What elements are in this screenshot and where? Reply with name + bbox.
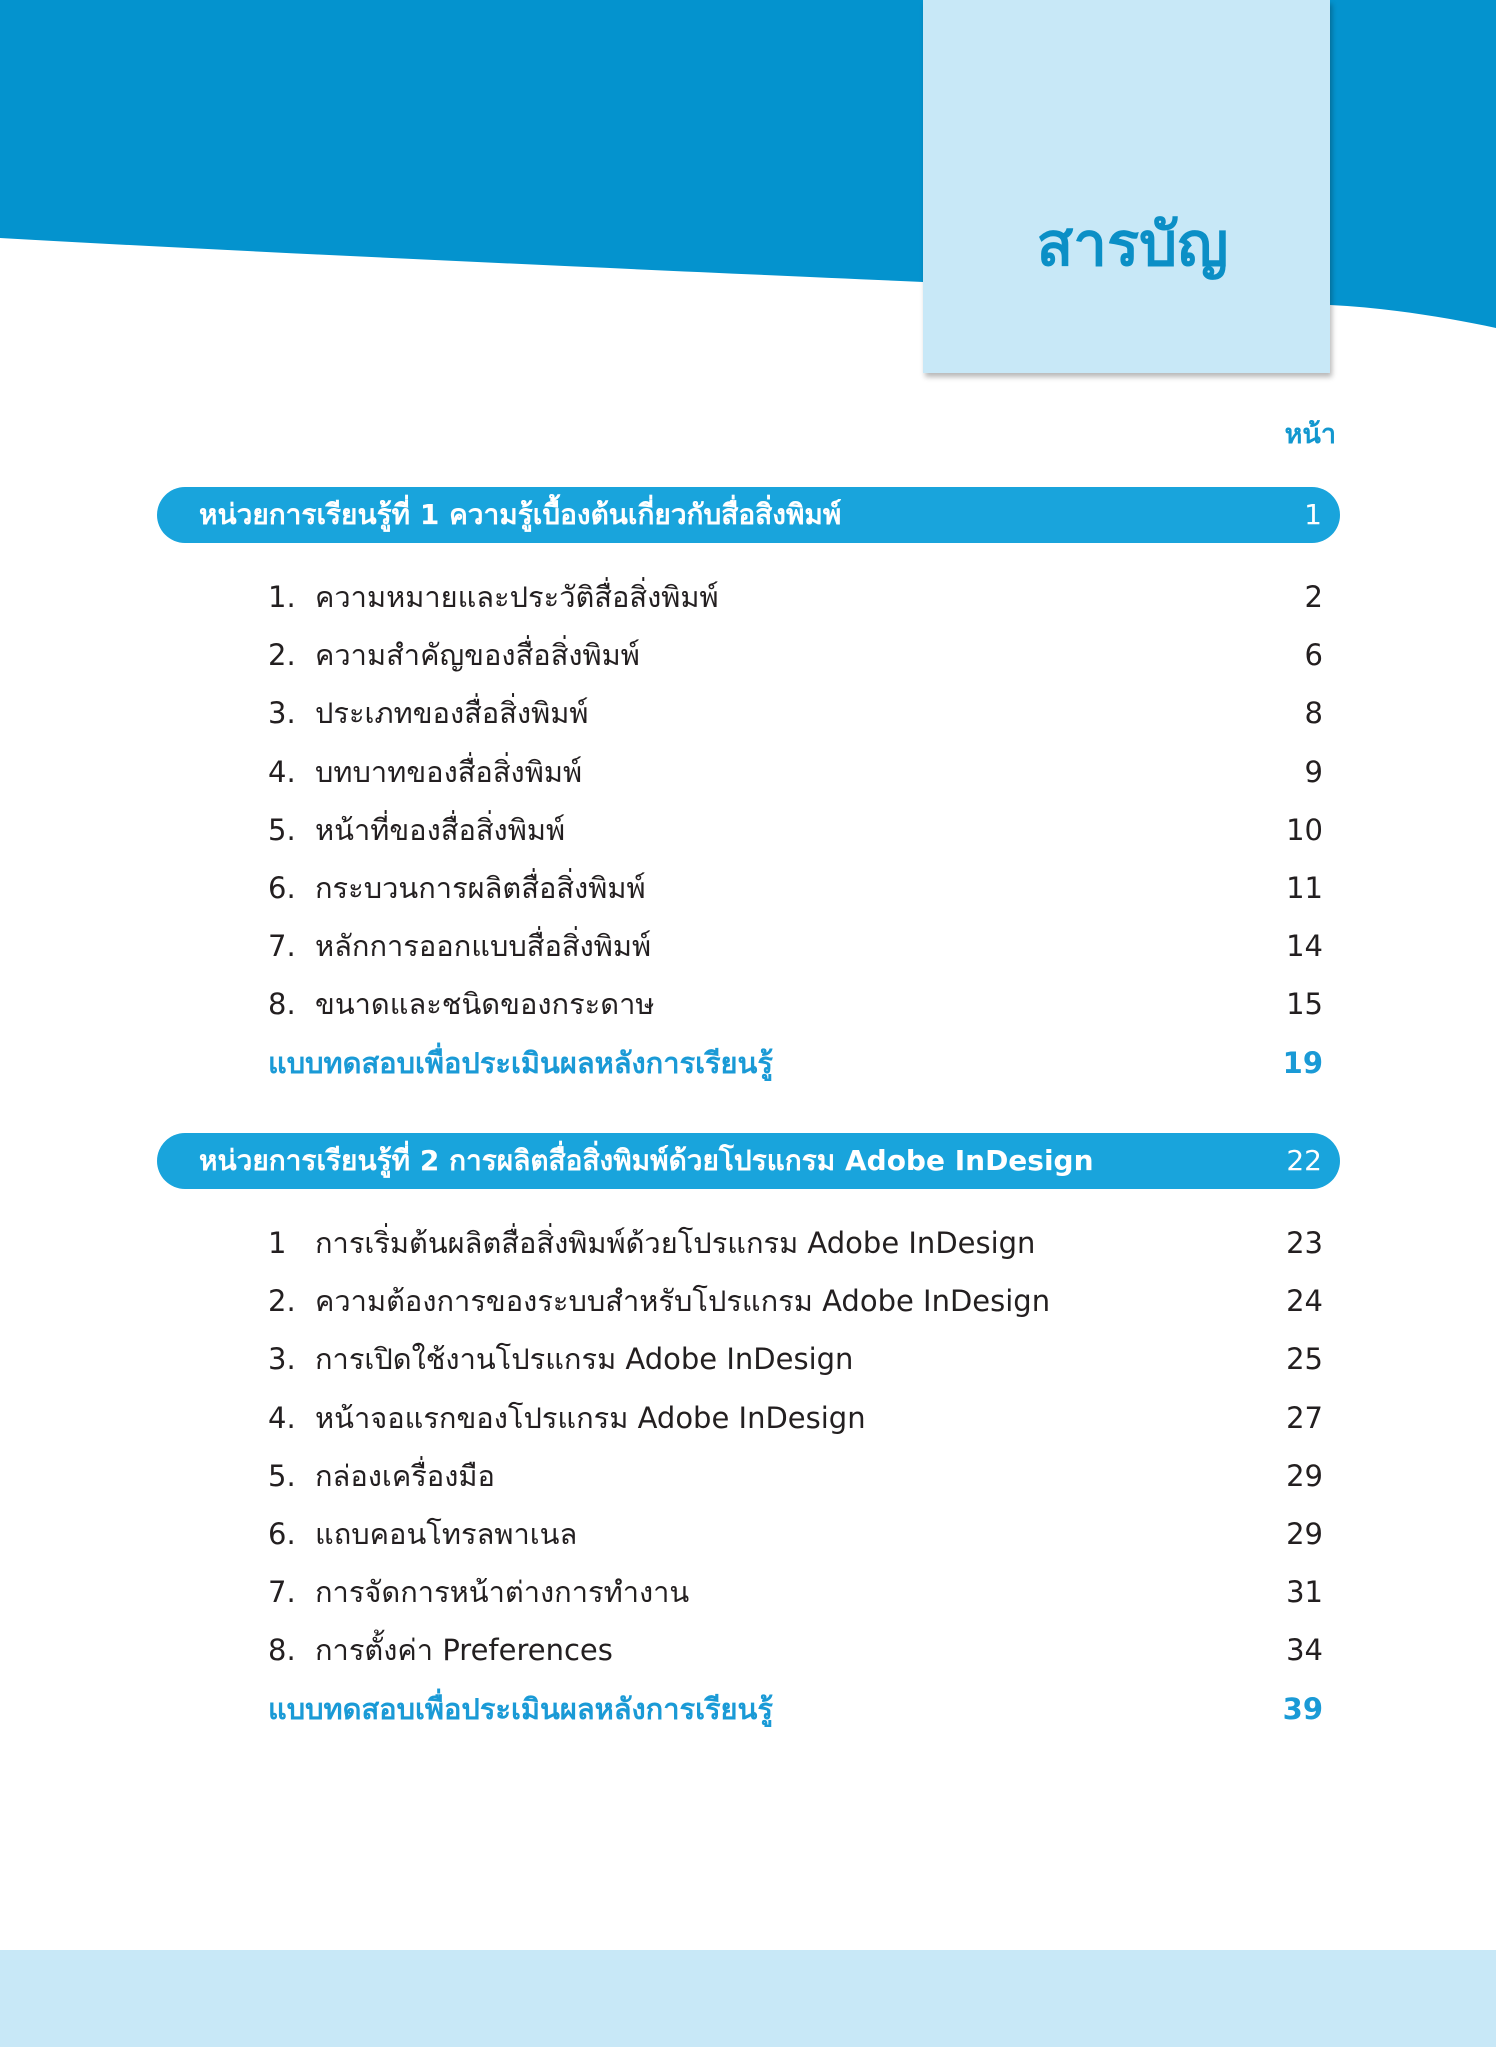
toc-entry[interactable] (268, 917, 1323, 975)
footer-band (0, 1950, 1496, 2047)
toc-entry[interactable] (268, 743, 1323, 801)
unit-page-number: 22 (1286, 1144, 1322, 1177)
toc-entry-page: 24 (1286, 1284, 1323, 1319)
toc-entry-title: หลักการออกแบบสื่อสิ่งพิมพ์ (315, 929, 652, 964)
toc-entry-number: 4. (268, 1400, 296, 1435)
toc-entry-page: 10 (1286, 812, 1323, 847)
toc-entry-page: 14 (1286, 929, 1323, 964)
unit-title: หน่วยการเรียนรู้ที่ 1 ความรู้เบื้องต้นเกี่ยวกับสื่อสิ่งพิมพ์ (199, 498, 842, 531)
quiz-page: 39 (1282, 1691, 1323, 1726)
toc-entry-page: 9 (1304, 754, 1323, 789)
toc-entry-page: 2 (1304, 580, 1323, 614)
unit-2-header[interactable] (157, 1133, 1340, 1189)
page-column-label: หน้า (1284, 419, 1336, 450)
toc-entry-number: 2. (268, 1284, 296, 1319)
toc-entry-number: 5. (268, 812, 296, 847)
toc-entry[interactable] (268, 1505, 1323, 1563)
quiz-page: 19 (1282, 1045, 1323, 1080)
toc-entry-title: ความต้องการของระบบสำหรับโปรแกรม Adobe InDesign (315, 1284, 1051, 1319)
toc-entry-page: 29 (1286, 1458, 1323, 1493)
toc-entry-title: การจัดการหน้าต่างการทำงาน (315, 1575, 690, 1610)
toc-quiz-entry[interactable] (268, 1034, 1323, 1092)
page-title: สารบัญ (1036, 210, 1229, 280)
toc-entry-title: ประเภทของสื่อสิ่งพิมพ์ (315, 696, 589, 731)
toc-quiz-entry[interactable] (268, 1680, 1323, 1738)
toc-entry-number: 7. (268, 929, 296, 964)
toc-entry-number: 6. (268, 1516, 296, 1551)
toc-entry-number: 2. (268, 638, 296, 673)
toc-entry[interactable] (268, 1447, 1323, 1505)
toc-entry[interactable] (268, 1272, 1323, 1330)
toc-entry-number: 6. (268, 870, 296, 905)
toc-entry-number: 1. (268, 580, 296, 614)
toc-entry-title: บทบาทของสื่อสิ่งพิมพ์ (315, 754, 583, 789)
toc-entry-title: หน้าที่ของสื่อสิ่งพิมพ์ (315, 812, 566, 847)
toc-entry-page: 11 (1286, 870, 1323, 905)
toc-entry[interactable] (268, 859, 1323, 917)
toc-entry-page: 8 (1304, 696, 1323, 731)
toc-entry-number: 5. (268, 1458, 296, 1493)
toc-entry-page: 27 (1286, 1400, 1323, 1435)
toc-entry-number: 3. (268, 1342, 296, 1377)
quiz-title: แบบทดสอบเพื่อประเมินผลหลังการเรียนรู้ (268, 1691, 773, 1726)
toc-entry-number: 7. (268, 1575, 296, 1610)
toc-entry-title: ความหมายและประวัติสื่อสิ่งพิมพ์ (315, 580, 719, 614)
toc-entry-title: หน้าจอแรกของโปรแกรม Adobe InDesign (315, 1400, 866, 1435)
toc-entry[interactable] (268, 568, 1323, 626)
toc-entry[interactable] (268, 1389, 1323, 1447)
toc-entry-number: 4. (268, 754, 296, 789)
toc-entry[interactable] (268, 975, 1323, 1033)
toc-entry-page: 15 (1286, 987, 1323, 1022)
toc-entry[interactable] (268, 801, 1323, 859)
toc-entry-number: 1 (268, 1226, 287, 1260)
toc-entry[interactable] (268, 626, 1323, 684)
toc-entry-title: การตั้งค่า Preferences (315, 1633, 613, 1668)
toc-entry-title: ขนาดและชนิดของกระดาษ (315, 987, 655, 1022)
toc-entry-title: ความสำคัญของสื่อสิ่งพิมพ์ (315, 638, 640, 673)
toc-entry[interactable] (268, 1214, 1323, 1272)
toc-entry-page: 23 (1286, 1226, 1323, 1260)
toc-entry-title: กระบวนการผลิตสื่อสิ่งพิมพ์ (315, 870, 646, 905)
toc-entry[interactable] (268, 1563, 1323, 1621)
toc-entry-page: 31 (1286, 1575, 1323, 1610)
unit-page-number: 1 (1304, 498, 1322, 531)
unit-1-header[interactable] (157, 487, 1340, 543)
toc-entry-number: 8. (268, 1633, 296, 1668)
toc-entry[interactable] (268, 1330, 1323, 1388)
toc-entry-title: แถบคอนโทรลพาเนล (315, 1516, 578, 1551)
toc-entry-title: การเปิดใช้งานโปรแกรม Adobe InDesign (315, 1342, 854, 1377)
toc-entry-number: 8. (268, 987, 296, 1022)
toc-entry-title: การเริ่มต้นผลิตสื่อสิ่งพิมพ์ด้วยโปรแกรม Adobe InDesign (315, 1226, 1036, 1260)
unit-title: หน่วยการเรียนรู้ที่ 2 การผลิตสื่อสิ่งพิมพ์ด้วยโปรแกรม Adobe InDesign (199, 1144, 1094, 1177)
toc-entry-number: 3. (268, 696, 296, 731)
toc-entry-page: 25 (1286, 1342, 1323, 1377)
quiz-title: แบบทดสอบเพื่อประเมินผลหลังการเรียนรู้ (268, 1045, 773, 1080)
toc-entry[interactable] (268, 684, 1323, 742)
title-box (923, 0, 1330, 373)
toc-entry[interactable] (268, 1621, 1323, 1679)
toc-entry-page: 34 (1286, 1633, 1323, 1668)
unit-1-toc-list (268, 568, 1323, 1092)
unit-2-toc-list (268, 1214, 1323, 1738)
toc-entry-page: 6 (1304, 638, 1323, 673)
toc-entry-page: 29 (1286, 1516, 1323, 1551)
toc-entry-title: กล่องเครื่องมือ (315, 1458, 495, 1493)
